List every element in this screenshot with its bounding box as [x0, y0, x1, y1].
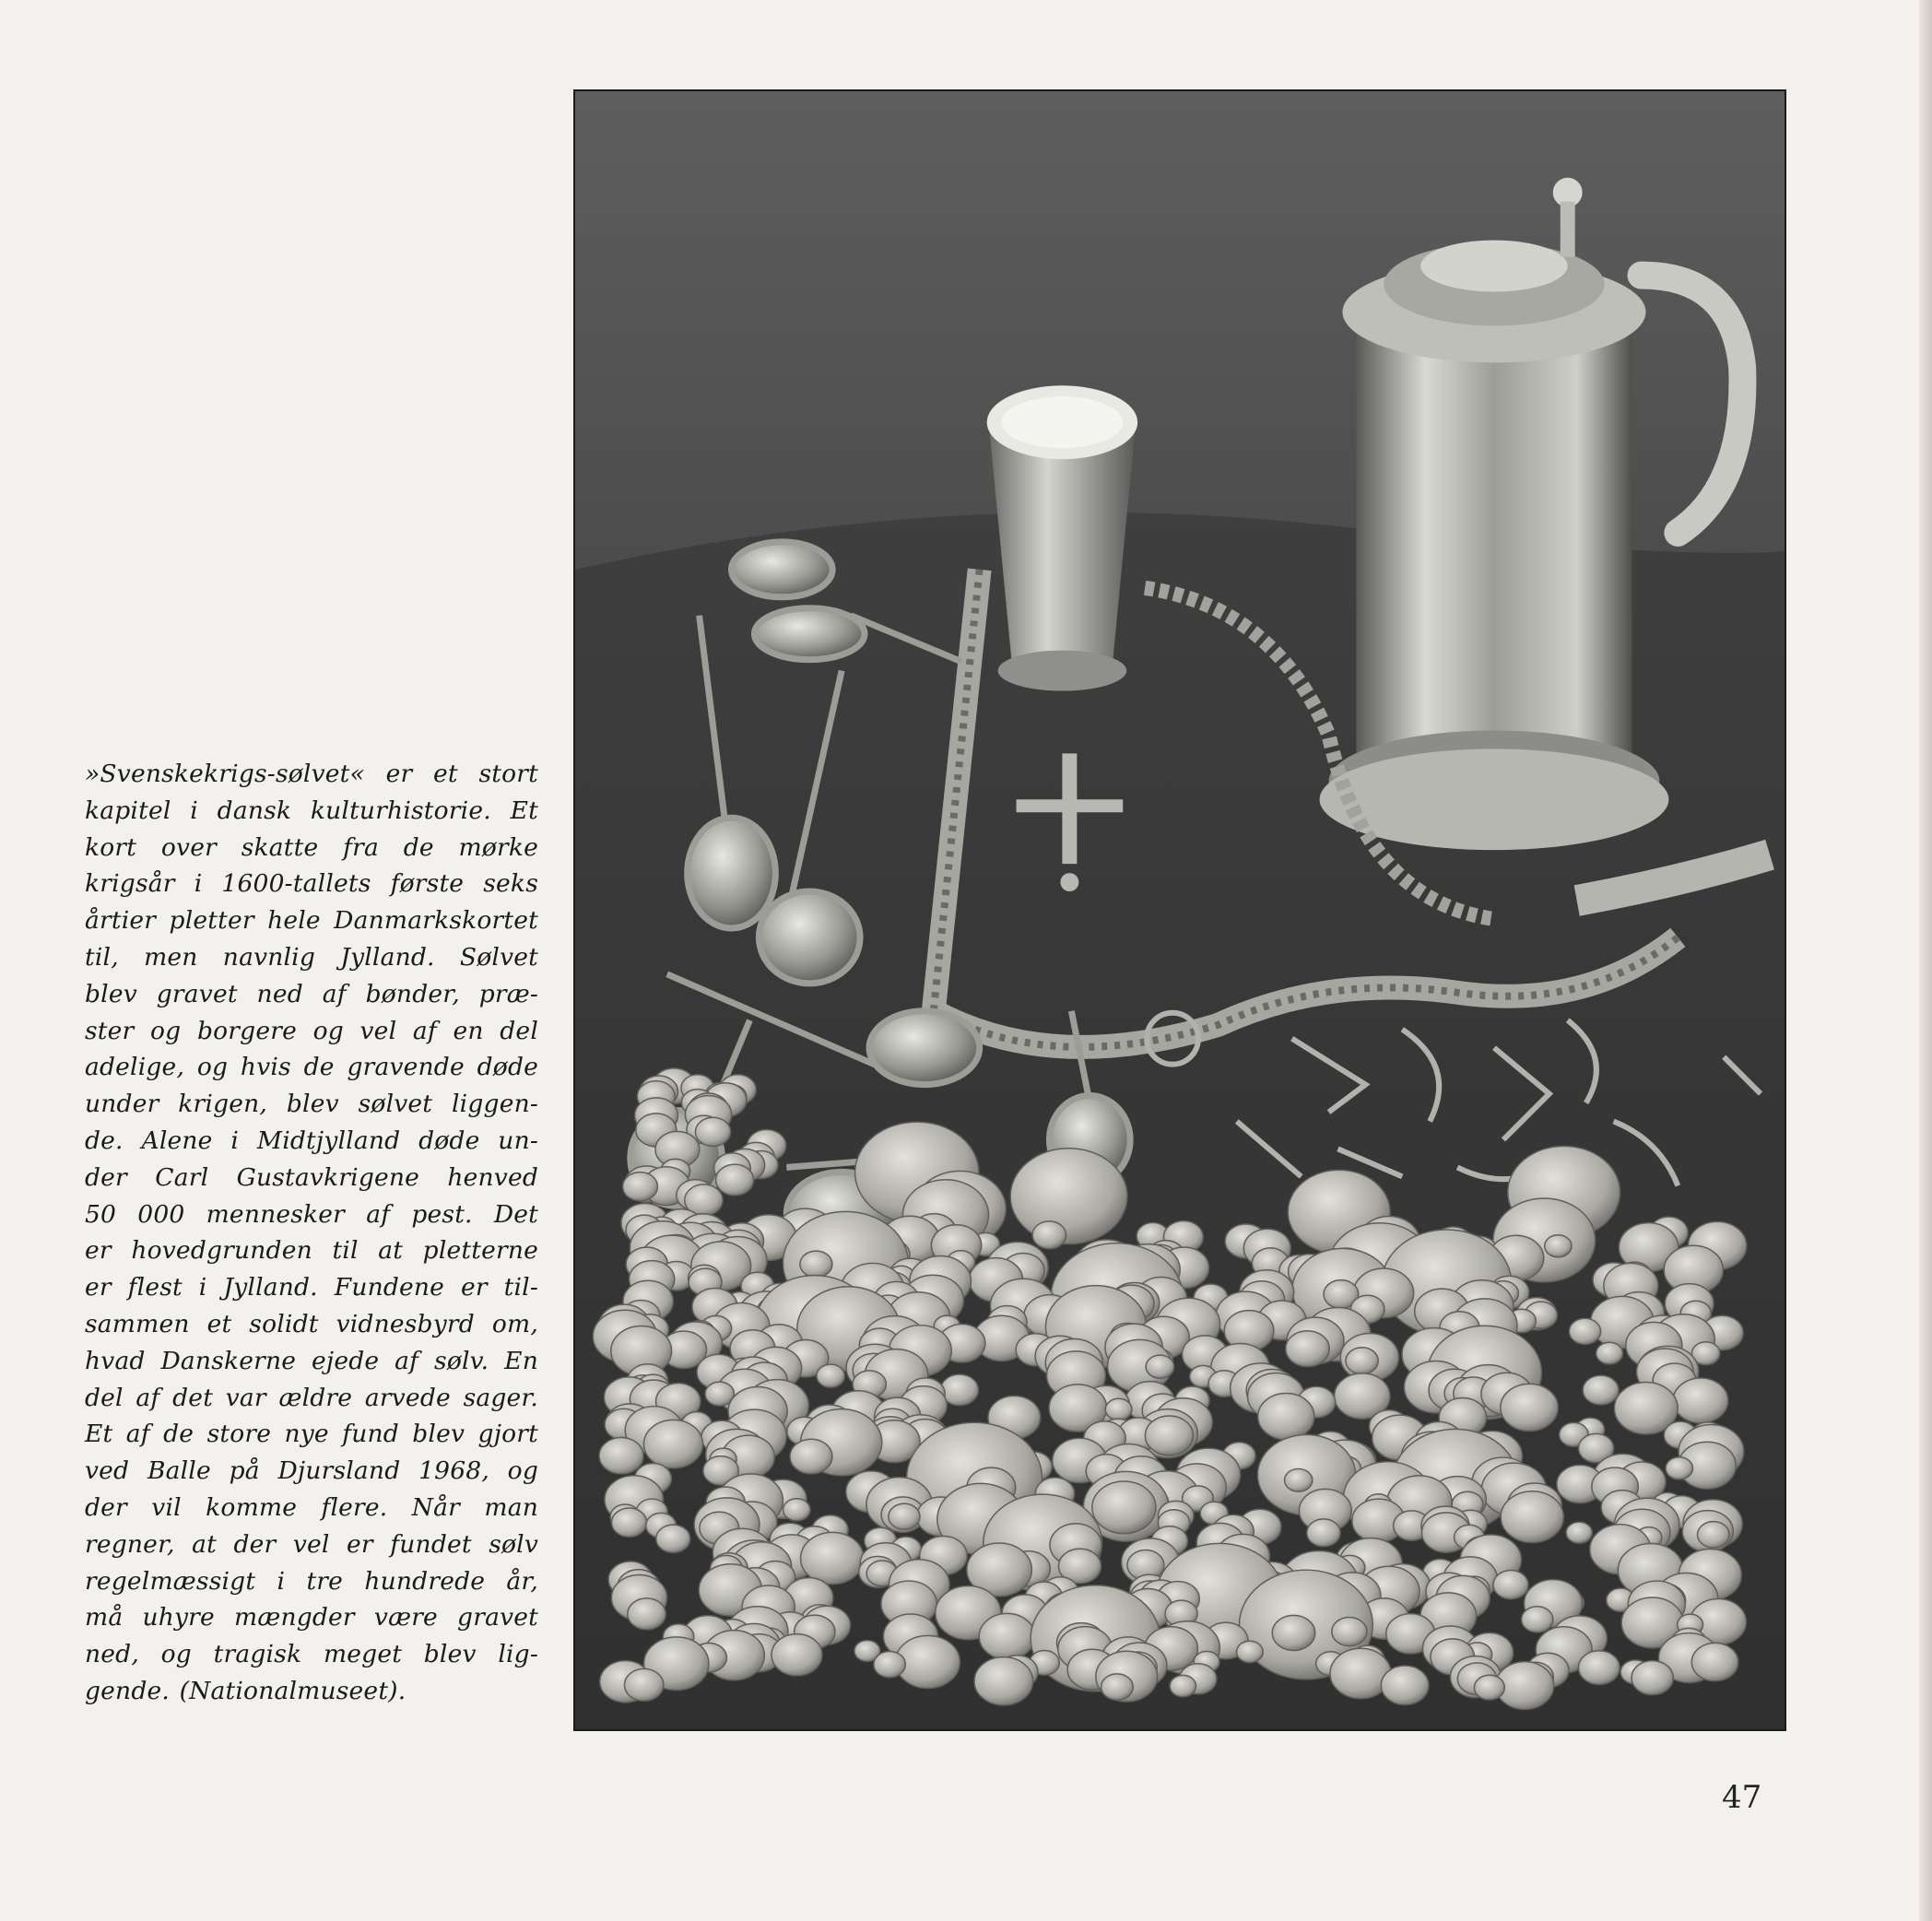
coin	[1666, 1457, 1693, 1479]
caption-line: »Svenskekrigs-sølvet« er et stort	[85, 760, 538, 788]
coin	[1346, 1348, 1378, 1374]
photo-caption	[85, 756, 538, 1710]
coin	[1286, 1331, 1329, 1367]
coin	[1146, 1355, 1174, 1378]
page-number: 47	[1722, 1779, 1762, 1816]
caption-line: de. Alene i Midtjylland døde un-	[85, 1125, 538, 1155]
coin	[874, 1651, 905, 1677]
caption-line: til, men navnlig Jylland. Sølvet	[85, 942, 538, 972]
coin	[790, 1439, 832, 1474]
coin	[624, 1668, 663, 1701]
coin	[974, 1657, 1033, 1705]
coin	[1092, 1481, 1156, 1534]
coin	[1101, 1674, 1134, 1700]
coin	[623, 1173, 658, 1201]
caption-line: ster og borgere og vel af en del	[85, 1016, 538, 1045]
coin	[1493, 1570, 1528, 1598]
coin	[628, 1598, 666, 1630]
coin	[1569, 1318, 1600, 1344]
coin	[800, 1251, 832, 1278]
coin	[716, 1164, 754, 1196]
coin	[1307, 1519, 1340, 1547]
coin	[1145, 1416, 1193, 1455]
caption-line: kapitel i dansk kulturhistorie. Et	[85, 796, 538, 825]
coin	[1474, 1675, 1504, 1700]
coin	[611, 1508, 646, 1537]
caption-line: del af det var ældre arvede sager.	[85, 1383, 538, 1412]
coin	[656, 1525, 690, 1552]
coin	[1237, 1641, 1264, 1663]
coin	[1501, 1384, 1558, 1431]
coin	[695, 1117, 730, 1146]
silver-treasure-illustration	[575, 91, 1785, 1729]
coin	[1032, 1221, 1066, 1249]
caption-line: ved Balle på Djursland 1968, og	[85, 1456, 538, 1486]
silver-treasure-photo	[573, 89, 1786, 1731]
caption-line: kort over skatte fra de mørke	[85, 832, 538, 862]
coin	[1105, 1398, 1132, 1420]
coin	[1381, 1666, 1429, 1705]
caption-line: hvad Danskerne ejede af sølv. En	[85, 1346, 538, 1375]
coin	[1272, 1615, 1314, 1650]
coin	[1285, 1468, 1313, 1491]
coin	[1010, 1149, 1127, 1244]
coin	[1578, 1651, 1620, 1685]
coin	[1501, 1491, 1563, 1543]
coin	[1545, 1235, 1572, 1257]
coin	[1522, 1607, 1553, 1632]
coin	[889, 1503, 920, 1529]
caption-line: krigsår i 1600-tallets første seks	[85, 869, 538, 899]
coin	[1691, 1643, 1738, 1680]
coin	[801, 1532, 865, 1584]
caption-line: ned, og tragisk meget blev lig-	[85, 1640, 538, 1669]
coin	[1583, 1375, 1619, 1405]
caption-line: under krigen, blev sølvet liggen-	[85, 1090, 538, 1119]
coin	[979, 1613, 1035, 1659]
caption-line: der vil komme flere. Når man	[85, 1492, 538, 1522]
coin	[1258, 1394, 1314, 1440]
coin	[1566, 1522, 1592, 1543]
caption-line: adelige, og hvis de gravende døde	[85, 1053, 538, 1082]
coin	[783, 1499, 811, 1521]
coin	[1697, 1522, 1729, 1549]
coin	[817, 1364, 845, 1387]
coin	[1332, 1617, 1367, 1645]
caption-line: regner, at der vel er fundet sølv	[85, 1529, 538, 1559]
caption-line: blev gravet ned af bønder, præ-	[85, 979, 538, 1008]
coin	[599, 1438, 643, 1475]
caption-line: er hovedgrunden til at pletterne	[85, 1236, 538, 1266]
caption-line: der Carl Gustavkrigene henved	[85, 1162, 538, 1192]
page-edge	[1919, 0, 1932, 1921]
coin	[643, 1420, 702, 1467]
coin	[1596, 1342, 1623, 1364]
caption-line: 50 000 mennesker af pest. Det	[85, 1199, 538, 1229]
caption-line: sammen et solidt vidnesbyrd om,	[85, 1309, 538, 1338]
caption-line: årtier pletter hele Danmarkskortet	[85, 906, 538, 936]
caption-line: må uhyre mængder være gravet	[85, 1603, 538, 1632]
coin	[772, 1634, 822, 1676]
caption-line: gende. (Nationalmuseet).	[85, 1676, 406, 1705]
coin	[1632, 1661, 1673, 1695]
coin	[1673, 1378, 1728, 1423]
caption-line: er flest i Jylland. Fundene er til-	[85, 1273, 538, 1302]
caption-line: regelmæssigt i tre hundrede år,	[85, 1566, 538, 1596]
caption-line: Et af de store nye fund blev gjort	[85, 1420, 538, 1449]
coin	[1170, 1675, 1196, 1697]
